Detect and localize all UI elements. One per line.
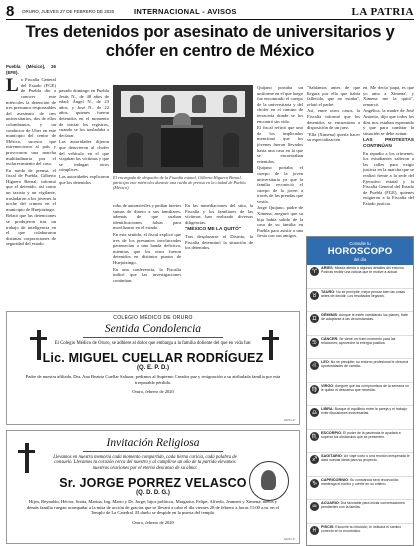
horoscope-sign: ♋ CÁNCER: Se viene un buen momento para las relaciones; aproveche la energía positiva.	[307, 336, 413, 360]
sign-forecast: Mirada atenta a algunos detalles del entorno. Podrías recibir una noticia que te motive a actuar.	[321, 266, 405, 275]
horoscope-sign: ♓ PISCIS: Escuche su intuición; le indicará el camino correcto en lo económico.	[307, 524, 413, 546]
horoscope-title: HOROSCOPO	[327, 246, 393, 257]
article-column-6	[307, 85, 360, 233]
notice-body: El Colegio Médico de Oruro, se adhiere al dolor que embarga a la familia doliente del que en vida fue:	[54, 340, 252, 346]
deceased-name: Sr. JORGE PORREZ VELASCO	[59, 476, 247, 491]
article-paragraph: En este sentido, el fiscal explicó que tres de los presuntos involucrados pertenecían a una banda delictiva, mientras que los otros fueron detenidos en distintos puntos de Huejotzingo.	[113, 231, 181, 265]
sign-forecast: Busque el equilibrio entre la pareja y el trabajo; evite discusiones innecesarias.	[321, 407, 408, 416]
horoscope-kicker: Consulte tu	[349, 241, 371, 246]
sign-forecast: Se viene un buen momento para las relaciones; aproveche la energía positiva.	[321, 336, 396, 345]
article-column-1	[6, 64, 56, 306]
ad-code: 0226 LP	[283, 418, 295, 422]
article-paragraph: Angélica, la madre de José Antonio, dijo que todos los días nos estaban esperando y que para cambiar la situación se debe actuar.	[363, 108, 414, 136]
sign-name: ARIES	[321, 266, 333, 271]
newspaper-brand: LA PATRIA	[351, 5, 414, 18]
article-paragraph: En las inmediaciones del sitio, la Fiscalía y los familiares de las víctimas han realizado diversas diligencias.	[185, 203, 253, 225]
ad-code: 0226 LP	[283, 537, 295, 541]
press-conference-photo	[113, 85, 253, 173]
article-paragraph: a Fiscalía General del Estado (FGE) de Puebla dio a conocer este miércoles la detención de tres presuntos responsables del asesinato de tres universitarios, dos de ellos colombianos, y un conductor de Uber en este municipio del centro de México, sucesos que estremecieron al país y provocaron una marcha multitudinaria por el esclarecimiento del caso.	[6, 77, 56, 167]
horoscope-subtitle: del día	[353, 257, 367, 262]
cross-icon	[25, 443, 29, 473]
sign-name: ACUARIO	[321, 501, 339, 506]
article-paragraph: pasado domingo en Puebla Jesús N., de 48 años de edad; Ángel N., de 23 años, y José N., de 22 años, quienes fueron detenidos en el momento de iniciar los registros, cuando se los trasladaba a declarar.	[59, 88, 109, 138]
article-paragraph: En repudio a los crímenes, los estudiantes salieron a las calles para exigir justicia en la marcha que se realizó frente a la sede del Ejecutivo estatal y la Fiscalía General del Estado de Puebla (FGE), quienes exigieron a la Fiscalía del Estado justicia.	[363, 150, 414, 206]
condolence-notice	[6, 311, 300, 425]
notice-signature: Oruro, febrero de 2020	[132, 519, 174, 525]
sign-name: CÁNCER	[321, 336, 338, 341]
horoscope-sign: ♌ LEO: No se precipite; su entorno profesional le ofrecerá oportunidades de cambio.	[307, 359, 413, 383]
article-paragraph: robo de automóviles y pedían fuertes sumas de dinero a sus familiares, además de que usaban identificaciones falsas para movilizarse en el estado.	[113, 203, 181, 231]
sign-name: SAGITARIO	[321, 454, 342, 459]
sign-forecast: Día favorable para iniciar conversaciones pendientes con la familia.	[321, 501, 405, 510]
horoscope-sign: ♈ ARIES: Mirada atenta a algunos detalles del entorno. Podrías recibir una noticia que te motive a actuar.	[307, 265, 413, 289]
notice-organization: COLEGIO MÉDICO DE ORURO	[113, 315, 193, 321]
zodiac-piscis-icon: ♓	[311, 526, 318, 534]
zodiac-sagitario-icon: ♐	[311, 456, 318, 464]
article-paragraph: Jorge Quijano, padre de Ximena, aseguró que su hija había salido de la casa de su familia en Puebla para asistir a una fiesta con sus amigos.	[257, 205, 303, 239]
page-header	[6, 4, 414, 20]
horoscope-sign: ♒ ACUARIO: Día favorable para iniciar conversaciones pendientes con la familia.	[307, 500, 413, 524]
horoscope-sign: ♍ VIRGO: Asegure que los compromisos de la semana no le quiten el descanso que necesita.	[307, 383, 413, 407]
zodiac-capricornio-icon: ♑	[311, 479, 318, 487]
article-paragraph: Relató que las detenciones se produjeron tras un trabajo de inteligencia en el que colaboraron distintas corporaciones de seguridad del estado.	[6, 213, 56, 247]
cross-icon	[37, 330, 41, 360]
zodiac-géminis-icon: ♊	[311, 315, 318, 323]
horoscope-sign: ♑ CAPRICORNIO: Su constancia será reconocida; mantenga el rumbo y confíe en su criterio.	[307, 477, 413, 501]
article-paragraph: En una conferencia, la Fiscalía indicó que las investigaciones continúan.	[113, 266, 181, 283]
sign-name: CAPRICORNIO	[321, 477, 349, 482]
sign-forecast: No se precipite; su entorno profesional le ofrecerá oportunidades de cambio.	[321, 360, 409, 369]
notice-message: Padre de nuestra afiliada, Dra. Ana Beatriz Cuellar Salazar, pedimos al Supremo Creador paz y resignación a su atribulada familia por esta irreparable pérdida.	[25, 374, 281, 385]
notice-body: Llevamos en nuestra memoria cada momento compartido, cada tierna caricia, cada palabra de consuelo. Llevamos tu corazón cerca del nuestro y al cumplirse un año de tu partida elevamos nuestras oraciones por el eterno descanso de su alma:	[53, 454, 237, 471]
article-column-2	[59, 88, 109, 306]
sign-forecast: No se precipite; mejor pensar bien las cosas antes de decidir. Los resultados llegarán.	[321, 289, 406, 298]
article-headline: Tres detenidos por asesinato de universitarios y chófer en centro de México	[25, 23, 395, 60]
article-paragraph: "Sabíamos antes de que llegara por ella que había fallecido, que no estaba", relató el padre.	[307, 85, 360, 107]
deceased-suffix: (Q. E. P. D.)	[137, 365, 169, 372]
article-paragraph: en. Me decía 'papá, es que yo amo a Ximena', y Ximena me la quitó", remarcó.	[363, 85, 414, 107]
sign-name: PISCIS	[321, 524, 334, 529]
article-paragraph: Las autoridades dijeron que detuvieron al chofer del vehículo en el que viajaban las víctimas y que se indagan otros cómplices.	[59, 139, 109, 173]
article-paragraph: Así, entre otros casos, la Fiscalía informó que los detenidos se encuentran a disposición de un juez.	[307, 108, 360, 131]
religious-invitation-notice	[6, 430, 300, 544]
article-paragraph: Las autoridades explicaron que los detenidos	[59, 173, 109, 185]
sign-forecast: Su constancia será reconocida; mantenga el rumbo y confíe en su criterio.	[321, 477, 399, 486]
podium	[161, 125, 203, 167]
sign-forecast: Un viaje corto o una reunión inesperada le dará nuevas ideas para su proyecto.	[321, 454, 410, 463]
sign-name: LEO	[321, 360, 329, 365]
horoscope-sign: ♎ LIBRA: Busque el equilibrio entre la pareja y el trabajo; evite discusiones innecesarias.	[307, 406, 413, 430]
sign-forecast: Asegure que los compromisos de la semana no le quiten el descanso que necesita.	[321, 383, 409, 392]
sign-forecast: El poder de la paciencia le ayudará a superar los obstáculos que se presenten.	[321, 430, 401, 439]
zodiac-escorpio-icon: ♏	[311, 432, 318, 440]
photo-caption: El encargado de despacho de la Fiscalía estatal, Gilberto Higuera Bernal, participa este miércoles durante una rueda de prensa en la ciudad de Puebla (México).	[113, 175, 246, 190]
article-paragraph: El fiscal refirió que uno de los implicados mencionó que los jóvenes fueron llevados hasta una casa en la que se encontraban retenidos.	[257, 125, 303, 164]
article-column-4	[185, 203, 253, 307]
article-paragraph: En rueda de prensa, el fiscal de Puebla, Gilberto Higuera Bernal, informó que el detenido, así como un taxista y un vigilante, trasladaron a los jóvenes la noche del crimen en el municipio de Huejotzingo.	[6, 167, 56, 212]
notice-signature: Oruro, febrero de 2020	[132, 389, 174, 394]
cross-icon	[269, 330, 273, 360]
zodiac-libra-icon: ♎	[311, 409, 318, 417]
horoscope-sign-list	[307, 265, 413, 546]
sign-name: TAURO	[321, 289, 335, 294]
article-subhead: LAS PROTESTAS CONTINÚAN	[363, 138, 414, 149]
sign-name: GÉMINIS	[321, 313, 338, 318]
article-column-3	[113, 203, 181, 307]
memorial-seal	[249, 461, 289, 501]
notice-message: Hijos, Reynaldo, Héctor, Sonia, Marina, Ing. Mario y Dr. Jorge; hijos políticos, Margarita, Felipe, Alfredo, Jeannett y Ximena; nietos y demás familia ruegan acompañar a la misa de acción de gracias que se llevará a cabo el día viernes 28 de febrero a horas 11:00 a.m. en el Templo de La Catedral. El duelo se despide en la puerta del templo.	[27, 499, 279, 516]
issue-date: ORURO, JUEVES 27 DE FEBRERO DE 2020	[22, 9, 115, 14]
article-column-7	[363, 85, 414, 233]
sign-forecast: Aunque le estén cambiando los planes, trate de adaptarse a las circunstancias.	[321, 313, 408, 322]
notice-type: Sentida Condolencia	[104, 323, 202, 335]
article-paragraph: Quijano portaba un uniforme en el que luego fue encontrado el cuerpo de la universitaria y del chofer en el camino de terracería donde se los encontró sin vida.	[257, 85, 303, 124]
article-column-5	[257, 85, 303, 305]
article-paragraph: Tras desplazarse al Distrito, la Fiscalía determinó la situación de los detenidos.	[185, 233, 253, 251]
zodiac-acuario-icon: ♒	[311, 503, 318, 511]
horoscope-sign: ♐ SAGITARIO: Un viaje corto o una reunión inesperada le dará nuevas ideas para su proyecto.	[307, 453, 413, 477]
horoscope-box	[306, 236, 414, 546]
zodiac-cáncer-icon: ♋	[311, 338, 318, 346]
zodiac-aries-icon: ♈	[311, 268, 318, 276]
horoscope-sign: ♉ TAURO: No se precipite; mejor pensar bien las cosas antes de decidir. Los resultados llegarán.	[307, 289, 413, 313]
sign-name: VIRGO	[321, 383, 334, 388]
zodiac-leo-icon: ♌	[311, 362, 318, 370]
article-paragraph: "Ella (Ximena) quería hacer su especialización	[307, 131, 360, 143]
article-paragraph: Quijano portaba el cuerpo de la joven universitaria ya que la familia reconoció el cuerpo de la joven a través de las prendas que vestía.	[257, 165, 303, 204]
section-title: INTERNACIONAL - AVISOS	[134, 7, 237, 16]
zodiac-virgo-icon: ♍	[311, 385, 318, 393]
deceased-name: Lic. MIGUEL CUELLAR RODRÍGUEZ	[42, 351, 264, 366]
notice-type: Invitación Religiosa	[106, 437, 200, 449]
deceased-suffix: (Q. D. D. G.)	[136, 490, 170, 497]
drop-cap: L	[6, 75, 19, 97]
page-number: 8	[6, 3, 15, 20]
horoscope-sign: ♏ ESCORPIO: El poder de la paciencia le ayudará a superar los obstáculos que se presenten.	[307, 430, 413, 454]
article-dateline: Puebla (México), 26 (EFE).	[6, 64, 56, 75]
sign-forecast: Escuche su intuición; le indicará el camino correcto en lo económico.	[321, 524, 402, 533]
sign-name: ESCORPIO	[321, 430, 342, 435]
sign-name: LIBRA	[321, 407, 333, 412]
zodiac-tauro-icon: ♉	[311, 291, 318, 299]
article-subhead: "MÉXICO ME LA QUITÓ"	[185, 227, 242, 233]
horoscope-banner	[307, 237, 413, 265]
horoscope-sign: ♊ GÉMINIS: Aunque le estén cambiando los planes, trate de adaptarse a las circunstancias.	[307, 312, 413, 336]
